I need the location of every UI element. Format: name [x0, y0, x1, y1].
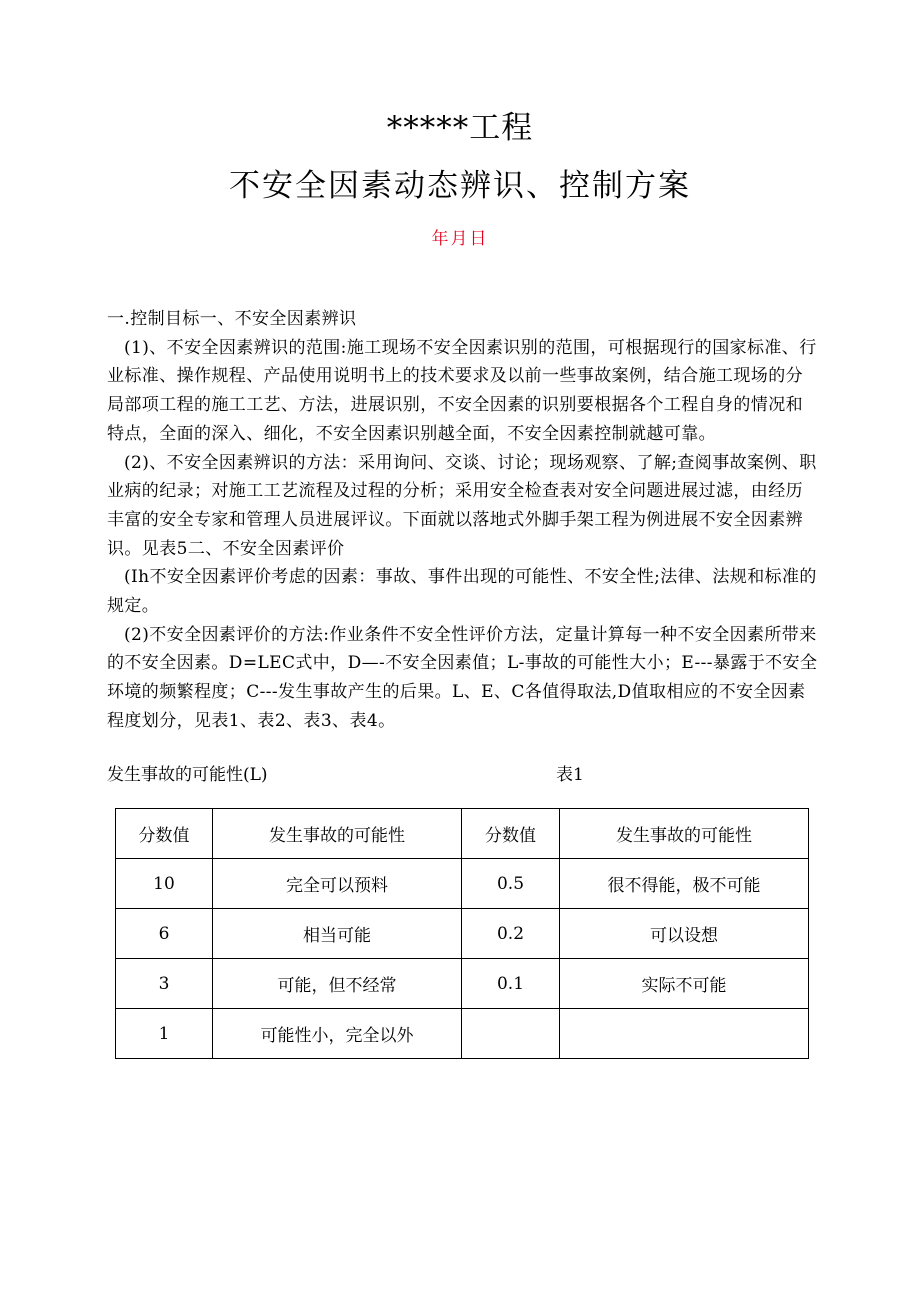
- document-date: 年月日: [431, 229, 489, 249]
- header-cell: 分数值: [116, 809, 213, 859]
- table-cell: 0.5: [462, 859, 560, 909]
- paragraph-evaluation: (2)不安全因素评价的方法:作业条件不安全性评价方法，定量计算每一种不安全因素所带来的不安全因素。D=LEC式中，D—-不安全因素值；L-事故的可能性大小；E---暴露于不安全环境的频繁程度；C---发生事故产生的后果。L、E、C各值得取法,D值取相应的不安全因素程度划分，见表1、表2、表3、表4。: [107, 624, 818, 731]
- table-cell: 实际不可能: [560, 959, 809, 1009]
- table-header-row: [116, 809, 809, 859]
- paragraph-method: (2)、不安全因素辨识的方法：采用询问、交谈、讨论；现场观察、了解;查阅事故案例、职业病的纪录；对施工工艺流程及过程的分析；采用安全检查表对安全问题进展过滤，由经历丰富的安全专家和管理人员进展评议。下面就以落地式外脚手架工程为例进展不安全因素辨识。见表5二、不安全因素评价: [107, 452, 817, 559]
- table-row: [116, 959, 809, 1009]
- table-cell: 0.1: [462, 959, 560, 1009]
- project-title: *****工程: [386, 110, 534, 146]
- likelihood-table: [115, 808, 809, 1059]
- table-cell: 可能，但不经常: [213, 959, 462, 1009]
- header-cell: 分数值: [462, 809, 560, 859]
- table-cell: [560, 1009, 809, 1059]
- header-cell: 发生事故的可能性: [213, 809, 462, 859]
- body-text: [107, 305, 819, 736]
- table-cell: 可能性小，完全以外: [213, 1009, 462, 1059]
- table-cell: 相当可能: [213, 909, 462, 959]
- table-row: [116, 909, 809, 959]
- section-heading: 一.控制目标一、不安全因素辨识: [107, 309, 357, 329]
- table-row: [116, 859, 809, 909]
- table-cell: 可以设想: [560, 909, 809, 959]
- table-cell: 6: [116, 909, 213, 959]
- table-cell: [462, 1009, 560, 1059]
- table-cell: 10: [116, 859, 213, 909]
- table-cell: 1: [116, 1009, 213, 1059]
- table-cell: 完全可以预料: [213, 859, 462, 909]
- paragraph-factors: (Ih不安全因素评价考虑的因素：事故、事件出现的可能性、不安全性;法律、法规和标准的规定。: [107, 567, 817, 617]
- table-cell: 很不得能，极不可能: [560, 859, 809, 909]
- paragraph-scope: (1)、不安全因素辨识的范围:施工现场不安全因素识别的范围，可根据现行的国家标准、行业标准、操作规程、产品使用说明书上的技术要求及以前一些事故案例，结合施工现场的分局部项工程的施工工艺、方法，进展识别，不安全因素的识别要根据各个工程自身的情况和特点，全面的深入、细化，不安全因素识别越全面，不安全因素控制就越可靠。: [107, 337, 817, 444]
- document-title: 不安全因素动态辨识、控制方案: [229, 168, 691, 204]
- header-cell: 发生事故的可能性: [560, 809, 809, 859]
- table-cell: 3: [116, 959, 213, 1009]
- table-row: [116, 1009, 809, 1059]
- table-caption-title: 发生事故的可能性(L): [107, 765, 268, 785]
- table-caption-number: 表1: [556, 765, 584, 785]
- table-cell: 0.2: [462, 909, 560, 959]
